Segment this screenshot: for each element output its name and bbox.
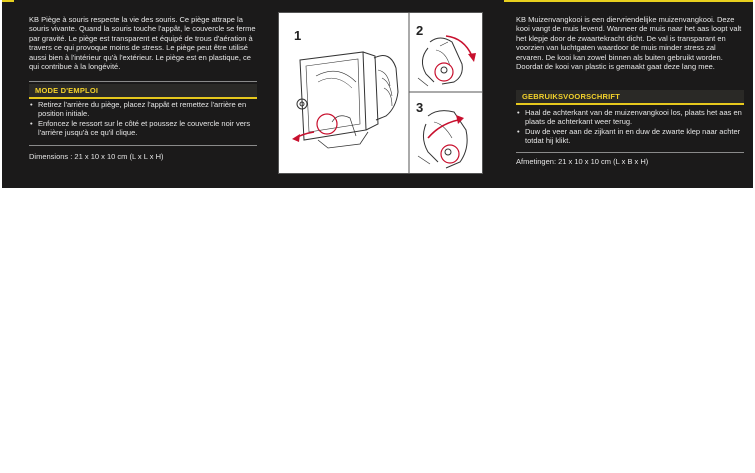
french-instructions-heading: [29, 84, 257, 98]
top-accent-line: [2, 0, 14, 2]
dutch-dimensions: Afmetingen: 21 x 10 x 10 cm (L x B x H): [516, 157, 649, 166]
instruction-item: • Duw de veer aan de zijkant in en duw de zwarte klep naar achter totdat hij klikt.: [516, 127, 744, 146]
product-label-strip: [2, 0, 753, 188]
divider: [516, 152, 744, 153]
dutch-description: KB Muizenvangkooi is een diervriendelijke muizenvangkooi. Deze kooi vangt de muis levend. Wanneer de muis naar het aas loopt valt het klepje door de zwaartekracht dicht. De val is transparant en voorzien van luchtgaten waardoor de muis minder stress zal ervaren. De kooi kan zowel binnen als buiten gebruikt worden. Doordat de kooi van plastic is gemaakt gaat deze lang mee.: [516, 15, 742, 72]
step-number-1: 1: [294, 28, 302, 43]
step-number-2: 2: [416, 23, 424, 38]
divider: [29, 81, 257, 82]
instruction-illustration: [278, 12, 483, 174]
heading-text: MODE D'EMPLOI: [35, 86, 99, 95]
step-number-3: 3: [416, 100, 424, 115]
dutch-instructions-heading: [516, 90, 744, 104]
instruction-item: • Enfoncez le ressort sur le côté et poussez le couvercle noir vers l'arrière jusqu'à ce qu'il clique.: [29, 119, 257, 138]
heading-underline: [516, 103, 744, 105]
instruction-diagram: [278, 12, 483, 174]
heading-underline: [29, 97, 257, 99]
french-panel: [29, 15, 257, 180]
instruction-item: • Retirez l'arrière du piège, placez l'appât et remettez l'arrière en position initiale.: [29, 100, 257, 119]
french-instructions-list: [29, 100, 257, 138]
instruction-item: • Haal de achterkant van de muizenvangkooi los, plaats het aas en plaats de achterkant weer terug.: [516, 108, 744, 127]
top-accent-line-right: [504, 0, 753, 2]
divider: [29, 145, 257, 146]
dutch-panel: [516, 15, 744, 180]
heading-text: GEBRUIKSVOORSCHRIFT: [522, 92, 620, 101]
dutch-instructions-list: [516, 108, 744, 146]
french-dimensions: Dimensions : 21 x 10 x 10 cm (L x L x H): [29, 152, 164, 161]
french-description: KB Piège à souris respecte la vie des souris. Ce piège attrape la souris vivante. Quand la souris touche l'appât, le couvercle se ferme par gravité. Le piège est transparent et équipé de trous d'aération à travers ce qui provoque moins de stress. Le piège peut être utilisé aussi bien à l'intérieur qu'à l'extérieur. Le piège est en plastique, ce qui contribue à la longévité.: [29, 15, 256, 72]
